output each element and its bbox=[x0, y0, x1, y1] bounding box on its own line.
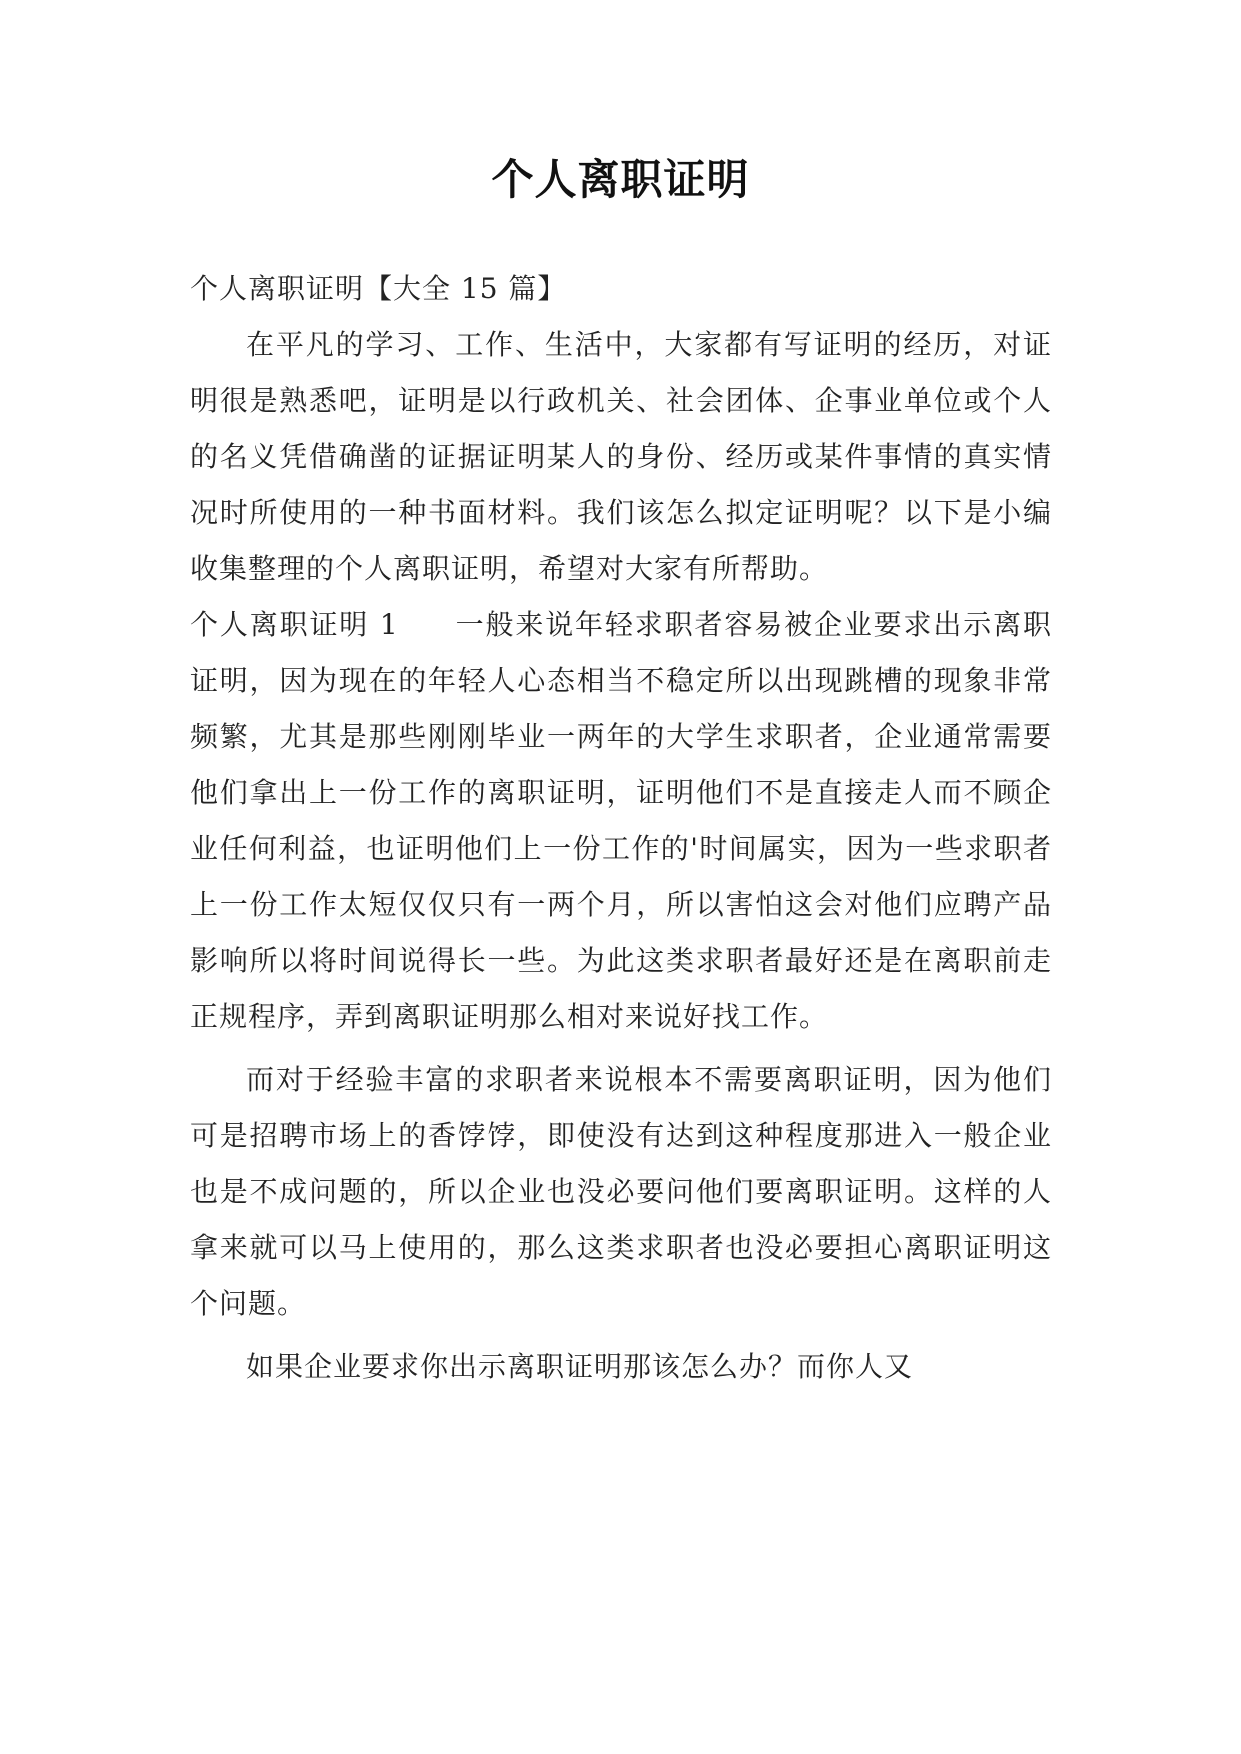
paragraph-3: 如果企业要求你出示离职证明那该怎么办？而你人又 bbox=[246, 1350, 914, 1383]
paragraph-2: 而对于经验丰富的求职者来说根本不需要离职证明，因为他们可是招聘市场上的香饽饽，即使没有达到这种程度那进入一般企业也是不成问题的，所以企业也没必要问他们要离职证明。这样的人拿来就可以马上使用的，那么这类求职者也没必要担心离职证明这个问题。 bbox=[190, 1063, 1052, 1320]
section-1-text: 一般来说年轻求职者容易被企业要求出示离职证明，因为现在的年轻人心态相当不稳定所以出现跳槽的现象非常频繁，尤其是那些刚刚毕业一两年的大学生求职者，企业通常需要他们拿出上一份工作的离职证明，证明他们不是直接走人而不顾企业任何利益，也证明他们上一份工作的'时间属实，因为一些求职者上一份工作太短仅仅只有一两个月，所以害怕这会对他们应聘产品影响所以将时间说得长一些。为此这类求职者最好还是在离职前走正规程序，弄到离职证明那么相对来说好找工作。 bbox=[190, 608, 1052, 1033]
section-1-heading: 个人离职证明 1 bbox=[190, 608, 399, 641]
document-subtitle: 个人离职证明【大全 15 篇】 bbox=[190, 272, 567, 305]
document-body bbox=[190, 261, 1052, 1395]
document-title: 个人离职证明 bbox=[491, 155, 750, 204]
intro-paragraph: 在平凡的学习、工作、生活中，大家都有写证明的经历，对证明很是熟悉吧，证明是以行政机关、社会团体、企事业单位或个人的名义凭借确凿的证据证明某人的身份、经历或某件事情的真实情况时所使用的一种书面材料。我们该怎么拟定证明呢？以下是小编收集整理的个人离职证明，希望对大家有所帮助。 bbox=[190, 328, 1052, 585]
section-1-paragraph bbox=[190, 597, 1052, 1045]
